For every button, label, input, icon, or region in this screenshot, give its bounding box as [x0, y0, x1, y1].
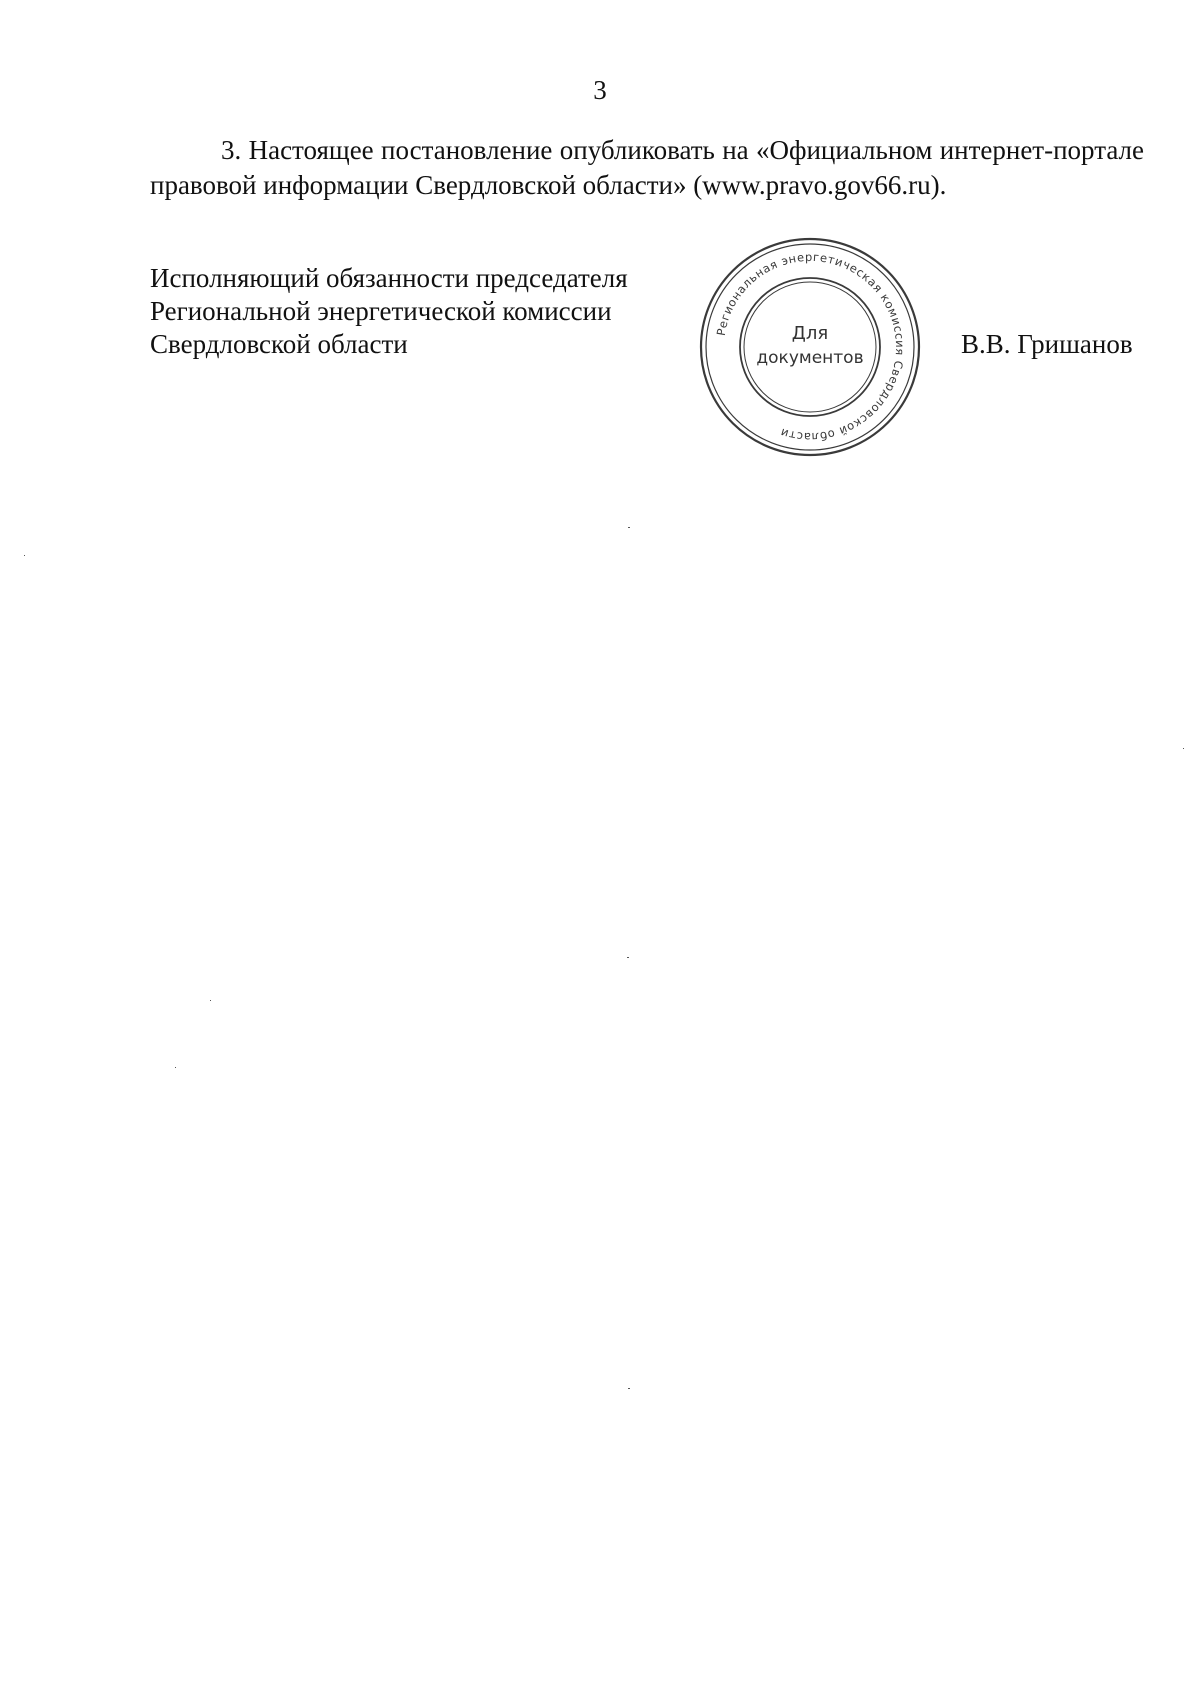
scan-speck [210, 1000, 211, 1001]
official-seal-stamp [698, 236, 922, 458]
stamp-ring-text: Региональная энергетическая комиссия Свердловской области [713, 249, 908, 445]
stamp-center-line-1: Для [791, 323, 829, 344]
signer-name: В.В. Гришанов [961, 329, 1133, 359]
page-number: 3 [593, 75, 607, 105]
scan-speck [628, 1388, 630, 1389]
signer-position [150, 262, 628, 361]
scan-speck [627, 957, 629, 958]
stamp-center-line-2: документов [756, 348, 864, 368]
signer-position-line-3: Свердловской области [150, 329, 408, 359]
scan-speck [1183, 748, 1184, 749]
scan-speck [24, 555, 25, 556]
signer-position-line-1: Исполняющий обязанности председателя [150, 263, 628, 293]
paragraph-3: 3. Настоящее постановление опубликовать на «Официальном интернет-портале правовой информации Свердловской области» (www.pravo.gov66.ru). [150, 135, 1144, 200]
scan-speck [628, 527, 630, 528]
scan-speck [175, 1067, 176, 1068]
signer-position-line-2: Региональной энергетической комиссии [150, 296, 612, 326]
